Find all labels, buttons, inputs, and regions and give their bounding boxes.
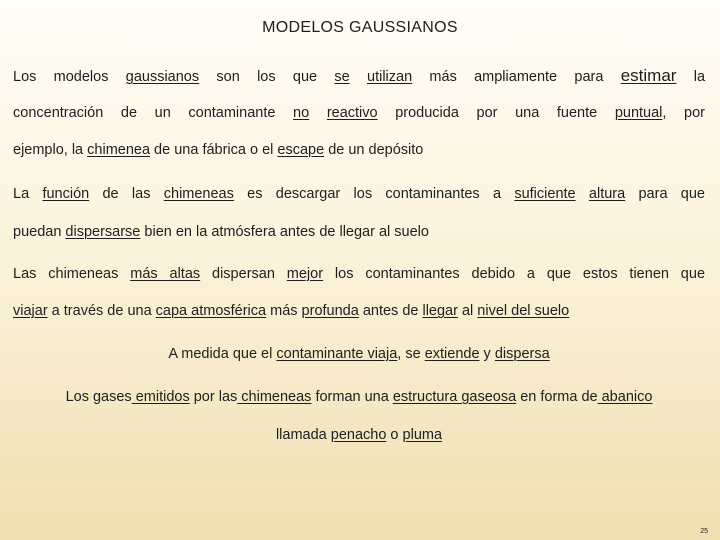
underlined-term: chimeneas	[163, 186, 234, 202]
text-line	[13, 184, 705, 204]
underlined-term: chimeneas	[237, 389, 312, 405]
text-line	[13, 344, 705, 364]
underlined-term: no	[293, 105, 310, 121]
underlined-term: contaminante viaja	[276, 346, 398, 362]
text-span	[309, 105, 327, 121]
text-span: bien en la atmósfera antes de llegar al suelo	[140, 224, 429, 240]
paragraph-gaussian-definition	[13, 66, 705, 160]
text-span: más ampliamente para	[412, 69, 621, 85]
underlined-term: abanico	[597, 389, 653, 405]
text-span: para que	[625, 186, 705, 202]
paragraph-plume	[13, 387, 705, 445]
underlined-term: reactivo	[326, 105, 378, 121]
text-span: dispersan	[200, 266, 287, 282]
underlined-term: estimar	[620, 66, 677, 85]
text-span: producida por una fuente	[377, 105, 615, 121]
text-span: Las chimeneas	[13, 266, 131, 282]
text-span: , se	[397, 346, 425, 362]
text-line	[13, 103, 705, 123]
underlined-term: pluma	[402, 427, 443, 443]
text-span: concentración de un contaminante	[13, 105, 294, 121]
text-line	[13, 140, 705, 160]
text-span: , por	[662, 105, 705, 121]
underlined-term: profunda	[301, 303, 359, 319]
text-span: puedan	[13, 224, 66, 240]
underlined-term: mejor	[286, 266, 324, 282]
text-span: La	[13, 186, 43, 202]
text-span: Los modelos	[13, 69, 126, 85]
text-span: antes de	[358, 303, 423, 319]
underlined-term: más altas	[130, 266, 201, 282]
text-span: en forma de	[516, 389, 598, 405]
text-span: por las	[189, 389, 238, 405]
text-span: de un depósito	[324, 142, 424, 158]
text-span	[350, 69, 367, 85]
text-span: Los gases	[65, 389, 132, 405]
text-line	[13, 301, 705, 321]
text-line	[13, 425, 705, 445]
underlined-term: gaussianos	[125, 69, 200, 85]
text-span: y	[479, 346, 495, 362]
underlined-term: dispersa	[494, 346, 550, 362]
underlined-term: extiende	[424, 346, 480, 362]
text-span: más	[266, 303, 302, 319]
text-span: forman una	[311, 389, 393, 405]
paragraph-taller-chimneys	[13, 264, 705, 321]
text-span: o	[386, 427, 403, 443]
underlined-term: chimenea	[87, 142, 151, 158]
text-span: llamada	[275, 427, 331, 443]
text-span: la	[676, 69, 706, 85]
paragraph-chimney-function	[13, 184, 705, 242]
underlined-term: estructura gaseosa	[392, 389, 517, 405]
text-line	[13, 66, 705, 86]
page-number: 25	[700, 528, 708, 535]
underlined-term: capa atmosférica	[155, 303, 267, 319]
text-line	[13, 222, 705, 242]
underlined-term: viajar	[13, 303, 48, 319]
underlined-term: suficiente	[514, 186, 576, 202]
underlined-term: dispersarse	[65, 224, 141, 240]
underlined-term: llegar	[422, 303, 458, 319]
underlined-term: emitidos	[131, 389, 190, 405]
text-span: al	[457, 303, 478, 319]
underlined-term: penacho	[330, 427, 387, 443]
paragraph-dispersion	[13, 344, 705, 364]
underlined-term: altura	[588, 186, 626, 202]
underlined-term: nivel del suelo	[477, 303, 570, 319]
underlined-term: se	[334, 69, 350, 85]
text-span: ejemplo, la	[13, 142, 88, 158]
text-span: son los que	[199, 69, 335, 85]
underlined-term: función	[42, 186, 90, 202]
text-span: de las	[89, 186, 164, 202]
underlined-term: escape	[277, 142, 325, 158]
text-span: es descargar los contaminantes a	[233, 186, 515, 202]
underlined-term: utilizan	[367, 69, 413, 85]
text-span	[576, 186, 589, 202]
underlined-term: puntual	[614, 105, 663, 121]
text-line	[13, 264, 705, 284]
slide-title: MODELOS GAUSSIANOS	[262, 19, 458, 36]
text-span: de una fábrica o el	[150, 142, 278, 158]
text-span: A medida que el	[168, 346, 277, 362]
text-line	[13, 387, 705, 407]
text-span: los contaminantes debido a que estos tienen que	[323, 266, 706, 282]
text-span: a través de una	[47, 303, 156, 319]
